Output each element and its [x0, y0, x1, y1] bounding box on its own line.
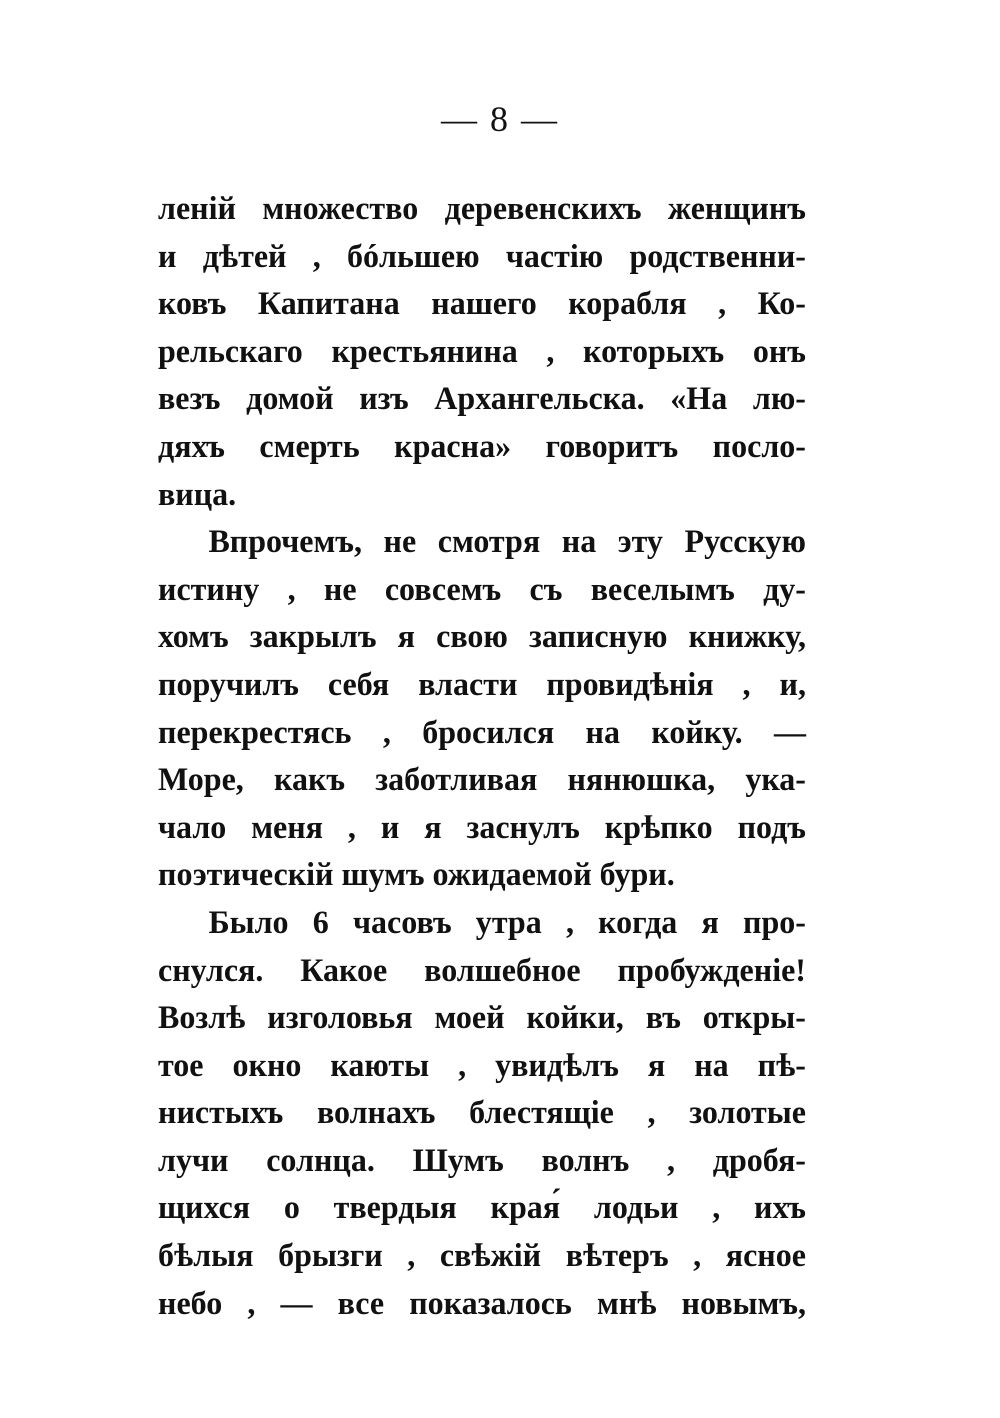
text-line: хомъ закрылъ я свою записную книжку,	[158, 619, 806, 656]
paragraph-2	[158, 519, 806, 900]
text-line: Возлѣ изголовья моей койки, въ откры-	[158, 1000, 806, 1037]
text-line: рельскаго крестьянина , которыхъ онъ	[158, 333, 806, 370]
paragraph-3	[158, 900, 806, 1328]
text-line: тое окно каюты , увидѣлъ я на пѣ-	[158, 1047, 806, 1084]
text-line: дяхъ смерть красна» говоритъ посло-	[158, 428, 806, 465]
text-line: нистыхъ волнахъ блестящiе , золотые	[158, 1095, 806, 1132]
text-line: Было 6 часовъ утра , когда я про-	[208, 904, 806, 941]
body-text	[158, 186, 806, 1328]
text-line: бѣлыя брызги , свѣжiй вѣтеръ , ясное	[158, 1238, 806, 1275]
text-line: щихся о твердыя края́ лодьи , ихъ	[158, 1190, 806, 1227]
text-line: ковъ Капитана нашего корабля , Ко-	[158, 286, 806, 323]
text-line: ленiй множество деревенскихъ женщинъ	[158, 191, 806, 227]
text-line: Впрочемъ, не смотря на эту Русскую	[208, 524, 806, 561]
text-line: чало меня , и я заснулъ крѣпко подъ	[158, 809, 806, 846]
text-line: истину , не совсемъ съ веселымъ ду-	[158, 571, 806, 608]
text-line: небо , — все показалось мнѣ новымъ,	[158, 1285, 806, 1322]
text-line: лучи солнца. Шумъ волнъ , дробя-	[158, 1142, 806, 1179]
text-line: везъ домой изъ Архангельска. «На лю-	[158, 381, 806, 418]
text-line: снулся. Какое волшебное пробужденiе!	[158, 952, 806, 989]
text-line: поручилъ себя власти провидѣнiя , и,	[158, 666, 806, 703]
text-line: Море, какъ заботливая нянюшка, ука-	[158, 762, 806, 799]
text-line: перекрестясь , бросился на койку. —	[158, 714, 806, 751]
page-number-header: — 8 —	[441, 99, 559, 139]
text-line: поэтическiй шумъ ожидаемой бури.	[158, 857, 675, 894]
text-line: вица.	[158, 476, 237, 513]
text-line: и дѣтей , бóльшею частiю родственни-	[158, 238, 806, 275]
paragraph-1	[158, 186, 806, 519]
